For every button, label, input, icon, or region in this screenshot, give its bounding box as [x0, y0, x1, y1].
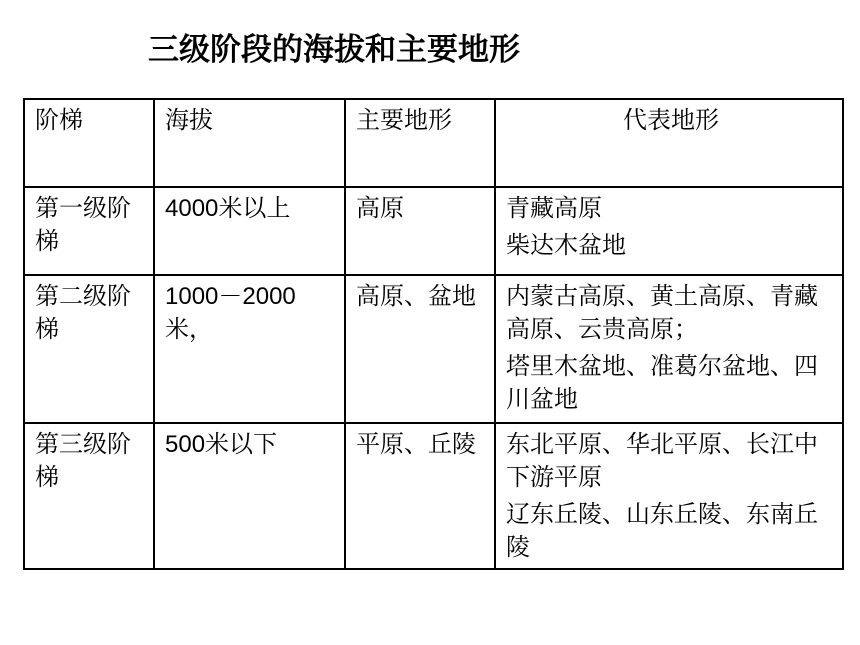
page-title: 三级阶段的海拔和主要地形 — [148, 32, 520, 68]
landform-cell: 高原、盆地 — [345, 275, 495, 423]
header-examples: 代表地形 — [495, 99, 843, 187]
landform-cell: 平原、丘陵 — [345, 423, 495, 569]
elevation-cell: 500米以下 — [154, 423, 345, 569]
example-text: 内蒙古高原、黄土高原、青藏高原、云贵高原； — [506, 282, 818, 343]
step-cell: 第二级阶梯 — [24, 275, 154, 423]
examples-cell — [495, 275, 843, 423]
table-header-row — [24, 99, 843, 187]
examples-cell — [495, 423, 843, 569]
step-cell: 第一级阶梯 — [24, 187, 154, 275]
examples-cell — [495, 187, 843, 275]
terrain-table — [23, 98, 844, 570]
table-row — [24, 187, 843, 275]
example-text: 塔里木盆地、准葛尔盆地、四川盆地 — [506, 352, 818, 413]
step-cell: 第三级阶梯 — [24, 423, 154, 569]
example-text: 柴达木盆地 — [506, 231, 626, 259]
example-text: 东北平原、华北平原、长江中下游平原 — [506, 430, 818, 491]
table-row — [24, 275, 843, 423]
table-row — [24, 423, 843, 569]
elevation-cell: 1000－2000米， — [154, 275, 345, 423]
header-landform: 主要地形 — [345, 99, 495, 187]
header-elevation: 海拔 — [154, 99, 345, 187]
elevation-cell: 4000米以上 — [154, 187, 345, 275]
landform-cell: 高原 — [345, 187, 495, 275]
example-text: 辽东丘陵、山东丘陵、东南丘陵 — [506, 500, 818, 561]
header-step: 阶梯 — [24, 99, 154, 187]
example-text: 青藏高原 — [506, 194, 602, 222]
